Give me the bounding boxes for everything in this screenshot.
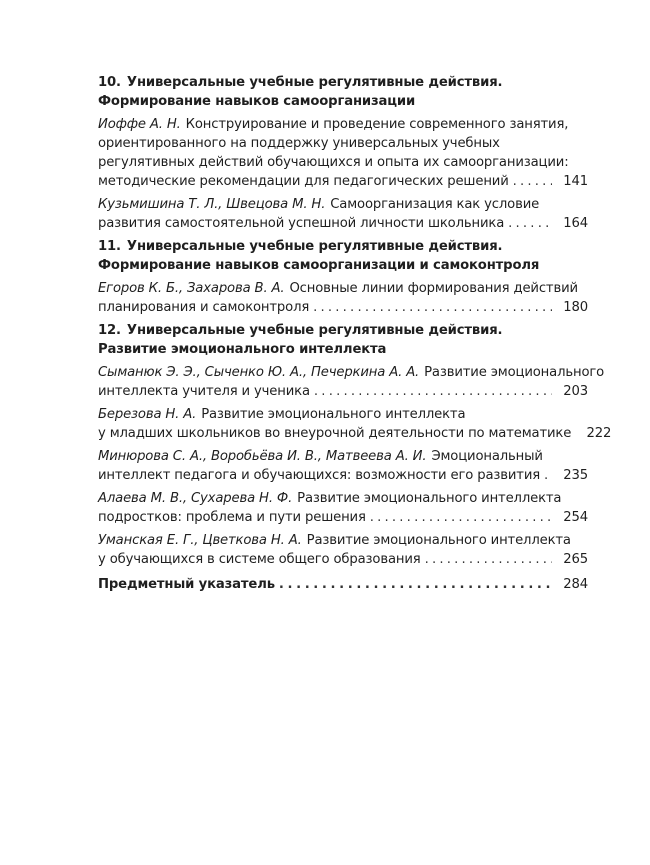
section-title-line: Универсальные учебные регулятивные действия. [126,239,503,254]
entry-authors: Сыманюк Э. Э., Сыченко Ю. А., Печеркина А. А. [98,365,420,380]
section-number: 12. [98,323,121,338]
page-number: 222 [586,426,612,441]
table-of-contents [98,73,612,594]
section-subtitle: Формирование навыков самоорганизации [98,94,416,109]
entry-authors: Алаева М. В., Сухарева Н. Ф. [98,491,293,506]
section-number: 10. [98,75,121,90]
entry-title-line: интеллект педагога и обучающихся: возможности его развития [98,468,541,483]
entry-title-line: Конструирование и проведение современного занятия, [185,117,569,132]
entry-authors: Кузьмишина Т. Л., Швецова М. Н. [98,197,326,212]
entry-title-line: Развитие эмоционального интеллекта [297,491,562,506]
page-number: 284 [563,577,588,592]
entry-title-line: развития самостоятельной успешной личности школьника [98,216,505,231]
dot-leader [313,298,552,317]
page-number: 254 [563,510,588,525]
entry-title-line: подростков: проблема и пути решения [98,510,366,525]
entry-authors: Березова Н. А. [98,407,197,422]
toc-entry[interactable] [98,531,588,569]
section-subtitle: Формирование навыков самоорганизации и самоконтроля [98,258,540,273]
page-number: 265 [563,552,588,567]
section-number: 11. [98,239,121,254]
toc-entry[interactable] [98,115,588,191]
entry-title-line: регулятивных действий обучающихся и опыта их самоорганизации: [98,155,569,170]
dot-leader [544,466,552,485]
page-number: 141 [563,174,588,189]
entry-title-line: Эмоциональный [431,449,543,464]
toc-entry[interactable] [98,363,605,401]
section-title [98,321,588,359]
toc-entry[interactable] [98,489,588,527]
section-title-line: Универсальные учебные регулятивные действия. [126,75,503,90]
toc-entry-subject-index[interactable] [98,575,588,594]
entry-authors: Иоффе А. Н. [98,117,181,132]
dot-leader [425,550,552,569]
toc-entry[interactable] [98,279,588,317]
entry-title-line: Развитие эмоционального интеллекта [201,407,466,422]
entry-authors: Минюрова С. А., Воробьёва И. В., Матвеева А. И. [98,449,427,464]
entry-title-line: у младших школьников во внеурочной деятельности по математике [98,426,572,441]
entry-authors: Уманская Е. Г., Цветкова Н. А. [98,533,302,548]
section-title-line: Универсальные учебные регулятивные действия. [126,323,503,338]
entry-authors: Егоров К. Б., Захарова В. А. [98,281,285,296]
toc-section-12 [98,321,612,569]
entry-title-line: Основные линии формирования действий [289,281,578,296]
entry-title-line: Развитие эмоционального [424,365,605,380]
dot-leader [370,508,552,527]
section-subtitle: Развитие эмоционального интеллекта [98,342,387,357]
page-number: 203 [563,384,588,399]
toc-section-10 [98,73,588,233]
toc-entry[interactable] [98,195,588,233]
entry-title-line: планирования и самоконтроля [98,300,310,315]
entry-title-line: Развитие эмоционального интеллекта [306,533,571,548]
entry-title-line: Самоорганизация как условие [330,197,540,212]
entry-title-line: у обучающихся в системе общего образования [98,552,421,567]
page-number: 164 [563,216,588,231]
entry-title-line: методические рекомендации для педагогических решений [98,174,509,189]
dot-leader [508,214,552,233]
entry-title-line: ориентированного на поддержку универсальных учебных [98,136,500,151]
subject-index-label: Предметный указатель [98,577,275,592]
dot-leader [513,172,552,191]
dot-leader [279,575,552,594]
toc-entry[interactable] [98,447,588,485]
toc-entry[interactable] [98,405,612,443]
page-number: 180 [563,300,588,315]
toc-section-11 [98,237,588,317]
entry-title-line: интеллекта учителя и ученика [98,384,310,399]
section-title [98,73,588,111]
section-title [98,237,588,275]
page-number: 235 [563,468,588,483]
dot-leader [314,382,552,401]
